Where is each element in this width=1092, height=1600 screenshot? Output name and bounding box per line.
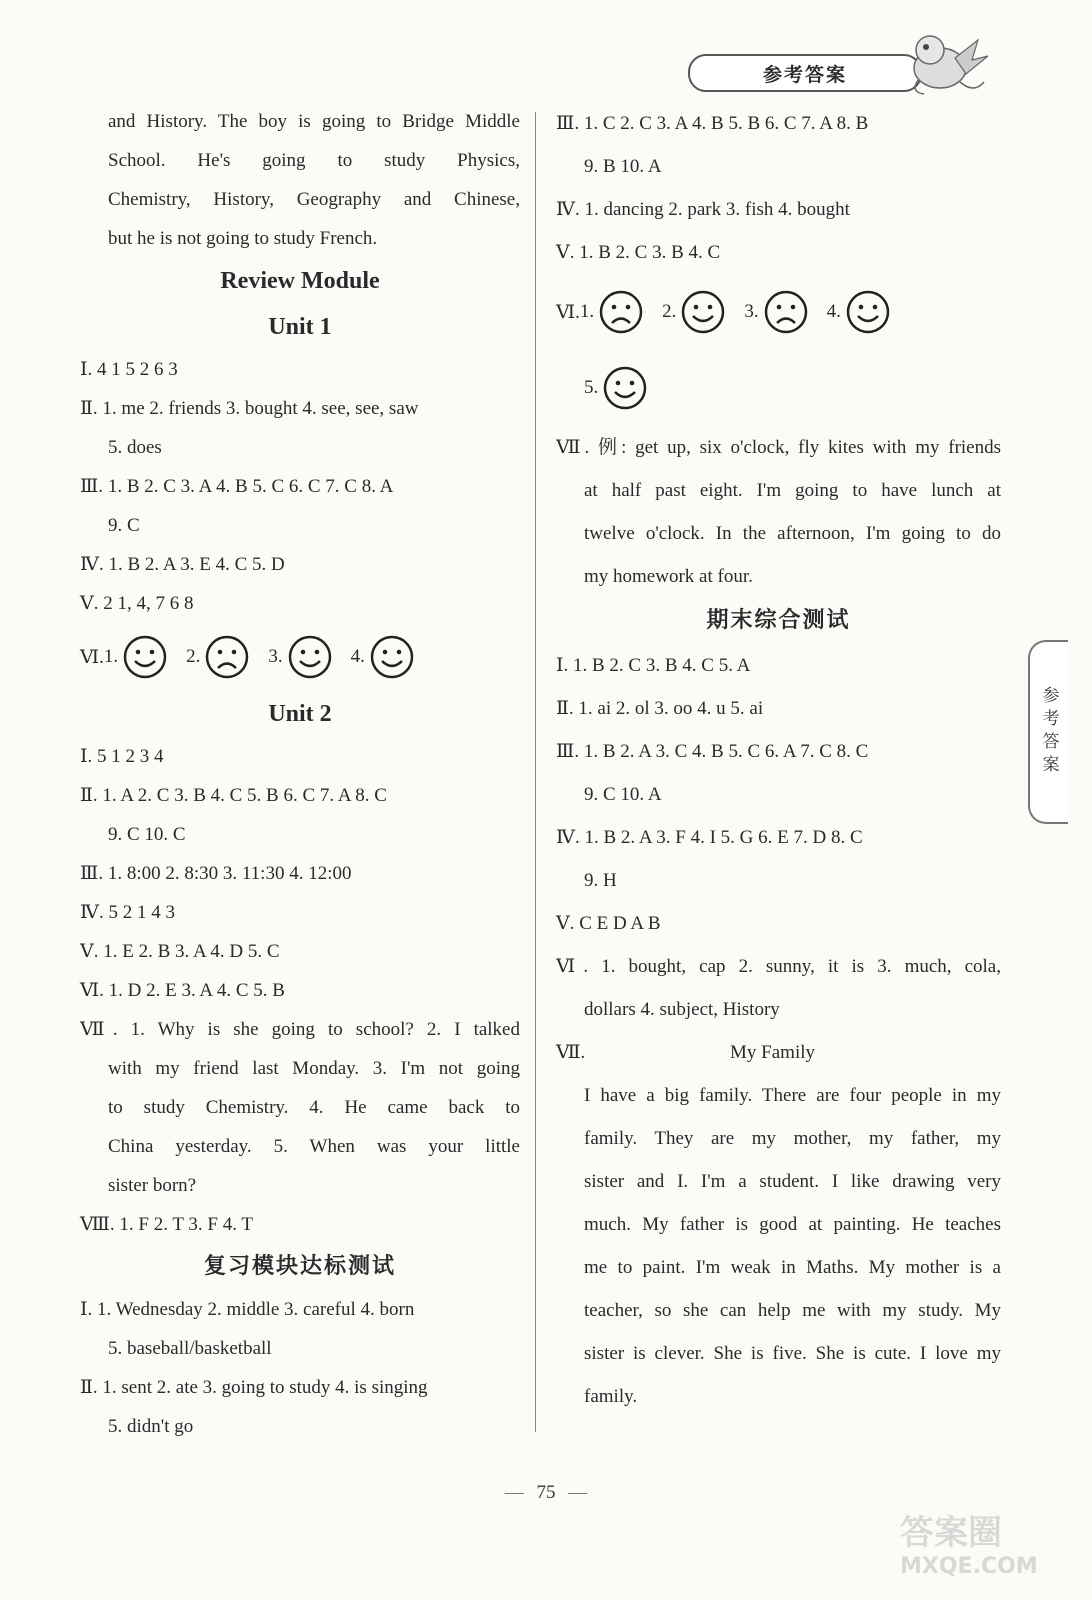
smiley-face-icon xyxy=(680,289,726,335)
column-divider xyxy=(535,112,536,1432)
unit1-heading: Unit 1 xyxy=(268,314,332,340)
watermark-logo xyxy=(900,1505,1080,1595)
answer-line: Ⅳ. 5 2 1 4 3 xyxy=(80,902,175,923)
answer-line: Ⅲ. 1. 8:00 2. 8:30 3. 11:30 4. 12:00 xyxy=(80,863,352,884)
essay-line: sister and I. I'm a student. I like drawing very xyxy=(584,1171,1001,1192)
answer-line: Ⅱ. 1. me 2. friends 3. bought 4. see, see, saw xyxy=(80,398,419,419)
sad-face-icon xyxy=(763,289,809,335)
intro-line: Chemistry, History, Geography and Chinese, xyxy=(108,189,520,210)
face-answer-row xyxy=(80,623,520,691)
face-number: 5. xyxy=(584,377,599,398)
face-number: 2. xyxy=(186,646,201,667)
essay-line: I have a big family. There are four people in my xyxy=(584,1085,1001,1106)
face-number: 4. xyxy=(350,646,365,667)
face-item xyxy=(104,634,168,680)
smiley-face-icon xyxy=(369,634,415,680)
header-title-tab xyxy=(688,54,922,92)
watermark-line: MXQE.COM xyxy=(900,1554,1038,1579)
answer-line: 9. B 10. A xyxy=(584,156,662,177)
review-module-heading: Review Module xyxy=(220,268,380,294)
face-item xyxy=(580,289,644,335)
answer-line: Ⅲ. 1. B 2. A 3. C 4. B 5. C 6. A 7. C 8. C xyxy=(556,741,869,762)
face-answer-row xyxy=(556,350,1001,426)
face-item xyxy=(744,289,808,335)
face-item xyxy=(662,289,726,335)
answer-line: Ⅲ. 1. B 2. C 3. A 4. B 5. C 6. C 7. C 8. A xyxy=(80,476,394,497)
answer-line: my homework at four. xyxy=(584,566,753,587)
answer-line: Ⅳ. 1. dancing 2. park 3. fish 4. bought xyxy=(556,199,850,220)
page-number-value: 75 xyxy=(536,1482,556,1503)
face-item xyxy=(584,365,648,411)
answer-line: Ⅷ. 1. F 2. T 3. F 4. T xyxy=(80,1214,253,1235)
answer-line: Ⅰ. 1. Wednesday 2. middle 3. careful 4. born xyxy=(80,1299,415,1320)
face-item xyxy=(351,634,415,680)
sad-face-icon xyxy=(204,634,250,680)
essay-line: teacher, so she can help me with my study. My xyxy=(584,1300,1001,1321)
essay-line: me to paint. I'm weak in Maths. My mother is a xyxy=(584,1257,1001,1278)
intro-line: School. He's going to study Physics, xyxy=(108,150,520,171)
answer-line: sister born? xyxy=(108,1175,197,1196)
answer-line: with my friend last Monday. 3. I'm not going xyxy=(108,1058,520,1079)
essay-line: family. xyxy=(584,1386,638,1407)
face-number: 1. xyxy=(103,646,119,667)
answer-line: Ⅰ. 4 1 5 2 6 3 xyxy=(80,359,178,380)
sad-face-icon xyxy=(598,289,644,335)
answer-line: Ⅳ. 1. B 2. A 3. E 4. C 5. D xyxy=(80,554,285,575)
answer-line: 9. H xyxy=(584,870,617,891)
smiley-face-icon xyxy=(122,634,168,680)
side-tab-label: 参考答案 xyxy=(1038,686,1059,778)
answer-line: 5. didn't go xyxy=(108,1416,194,1437)
answer-line: Ⅱ. 1. A 2. C 3. B 4. C 5. B 6. C 7. A 8. C xyxy=(80,785,387,806)
left-column xyxy=(80,102,520,1446)
answer-line: twelve o'clock. In the afternoon, I'm going to do xyxy=(584,523,1001,544)
answer-line: China yesterday. 5. When was your little xyxy=(108,1136,520,1157)
answer-line: at half past eight. I'm going to have lunch at xyxy=(584,480,1001,501)
right-column xyxy=(556,102,1001,1418)
face-number: 3. xyxy=(744,301,759,322)
header-title: 参考答案 xyxy=(762,63,847,86)
unit2-heading: Unit 2 xyxy=(268,701,332,727)
essay-title: My Family xyxy=(730,1042,816,1063)
face-item xyxy=(268,634,332,680)
answer-line: Ⅱ. 1. sent 2. ate 3. going to study 4. is singing xyxy=(80,1377,428,1398)
answer-line: Ⅲ. 1. C 2. C 3. A 4. B 5. B 6. C 7. A 8. B xyxy=(556,113,869,134)
watermark-line: 答案圈 xyxy=(900,1513,1002,1553)
essay-line: much. My father is good at painting. He teaches xyxy=(584,1214,1001,1235)
answer-line: 9. C 10. A xyxy=(584,784,662,805)
face-section-label: Ⅵ. xyxy=(80,646,104,668)
answer-line: 5. does xyxy=(108,437,162,458)
intro-line: but he is not going to study French. xyxy=(108,228,378,249)
smiley-face-icon xyxy=(602,365,648,411)
answer-line: Ⅵ. 1. bought, cap 2. sunny, it is 3. much, cola, xyxy=(556,956,1001,977)
side-section-tab xyxy=(1028,640,1068,824)
face-number: 2. xyxy=(662,301,677,322)
answer-line: Ⅱ. 1. ai 2. ol 3. oo 4. u 5. ai xyxy=(556,698,764,719)
answer-line: Ⅴ. 1. E 2. B 3. A 4. D 5. C xyxy=(80,941,280,962)
essay-line: sister is clever. She is five. She is cute. I love my xyxy=(584,1343,1001,1364)
face-item xyxy=(186,634,250,680)
face-number: 1. xyxy=(579,301,595,322)
final-test-heading: 期末综合测试 xyxy=(706,608,851,633)
answer-line: 5. baseball/basketball xyxy=(108,1338,272,1359)
answer-line: 9. C 10. C xyxy=(108,824,186,845)
essay-line: family. They are my mother, my father, my xyxy=(584,1128,1001,1149)
answer-line: dollars 4. subject, History xyxy=(584,999,780,1020)
answer-line: Ⅵ. 1. D 2. E 3. A 4. C 5. B xyxy=(80,980,285,1001)
face-number: 3. xyxy=(268,646,283,667)
dragon-mascot-icon xyxy=(900,20,990,100)
face-number: 4. xyxy=(826,301,841,322)
answer-line: Ⅴ. 2 1, 4, 7 6 8 xyxy=(80,593,194,614)
answer-line: Ⅰ. 1. B 2. C 3. B 4. C 5. A xyxy=(556,655,751,676)
answer-line: Ⅴ. 1. B 2. C 3. B 4. C xyxy=(556,242,721,263)
answer-line: Ⅳ. 1. B 2. A 3. F 4. I 5. G 6. E 7. D 8. C xyxy=(556,827,863,848)
essay-label: Ⅶ. xyxy=(556,1042,586,1063)
smiley-face-icon xyxy=(287,634,333,680)
answer-line: 9. C xyxy=(108,515,140,536)
review-test-heading: 复习模块达标测试 xyxy=(203,1254,396,1279)
answer-line: Ⅶ. 例: get up, six o'clock, fly kites with my friends xyxy=(556,437,1001,458)
face-item xyxy=(827,289,891,335)
page-number xyxy=(0,1482,1092,1504)
face-answer-row xyxy=(556,274,1001,350)
essay-title-line xyxy=(556,1031,1001,1074)
smiley-face-icon xyxy=(845,289,891,335)
intro-line: and History. The boy is going to Bridge Middle xyxy=(108,111,520,132)
answer-line: Ⅴ. C E D A B xyxy=(556,913,661,934)
answer-line: Ⅶ. 1. Why is she going to school? 2. I talked xyxy=(80,1019,520,1040)
answer-line: Ⅰ. 5 1 2 3 4 xyxy=(80,746,164,767)
answer-line: to study Chemistry. 4. He came back to xyxy=(108,1097,520,1118)
face-section-label: Ⅵ. xyxy=(556,301,580,323)
